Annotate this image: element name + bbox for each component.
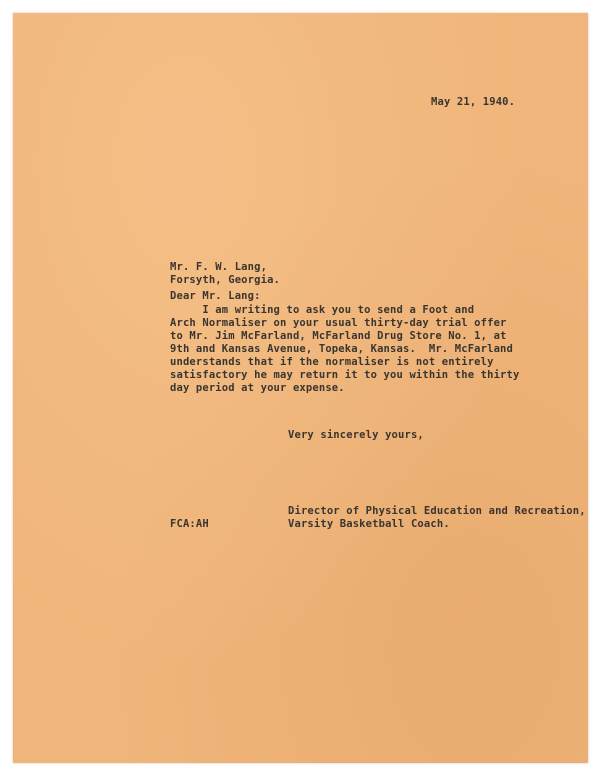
- body-line: I am writing to ask you to send a Foot and: [170, 304, 475, 316]
- salutation: Dear Mr. Lang:: [170, 290, 261, 302]
- signature-title-line: Varsity Basketball Coach.: [288, 518, 450, 530]
- complimentary-closing: Very sincerely yours,: [288, 429, 424, 441]
- body-line: to Mr. Jim McFarland, McFarland Drug Store No. 1, at: [170, 330, 507, 342]
- body-line: understands that if the normaliser is not entirely: [170, 356, 494, 368]
- reference-initials: FCA:AH: [170, 518, 209, 530]
- recipient-location-line: Forsyth, Georgia.: [170, 274, 281, 286]
- body-line: satisfactory he may return it to you within the thirty: [170, 369, 520, 381]
- recipient-name-line: Mr. F. W. Lang,: [170, 261, 268, 273]
- body-line: 9th and Kansas Avenue, Topeka, Kansas. Mr. McFarland: [170, 343, 513, 355]
- letter-page: [13, 13, 588, 763]
- signature-block: [288, 505, 586, 531]
- recipient-address: [170, 261, 280, 287]
- body-line: Arch Normaliser on your usual thirty-day trial offer: [170, 317, 507, 329]
- letter-body: [170, 304, 519, 395]
- body-line: day period at your expense.: [170, 382, 345, 394]
- letter-date: May 21, 1940.: [431, 96, 516, 108]
- signature-title-line: Director of Physical Education and Recreation,: [288, 505, 586, 517]
